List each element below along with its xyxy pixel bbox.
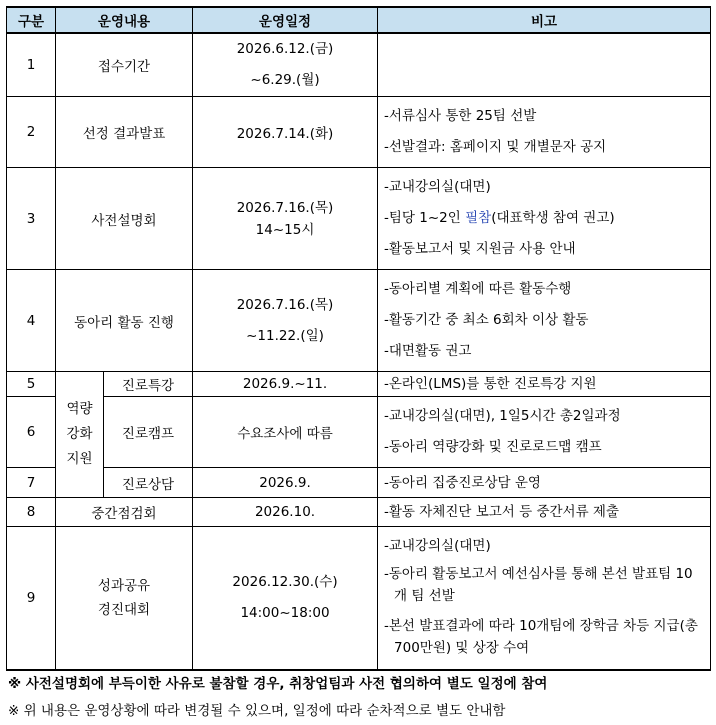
row-number: 1 (7, 33, 56, 97)
note-text: (대표학생 참여 권고) (491, 210, 615, 226)
header-category: 구분 (7, 7, 56, 33)
header-schedule: 운영일정 (193, 7, 378, 33)
row-schedule (193, 33, 378, 97)
header-content: 운영내용 (56, 7, 193, 33)
row-content: 사전설명회 (56, 168, 193, 270)
schedule-line: 14~15시 (255, 221, 315, 238)
schedule-line: 14:00~18:00 (240, 604, 330, 621)
schedule-line: 2026.12.30.(수) (232, 573, 338, 590)
row-schedule: 수요조사에 따름 (193, 397, 378, 468)
content-line: 경진대회 (97, 601, 151, 618)
content-line: 성과공유 (97, 577, 151, 594)
note-line: -동아리 역량강화 및 진로로드맵 캠프 (384, 439, 602, 455)
row-content: 진로상담 (104, 468, 193, 498)
row-content: 진로특강 (104, 372, 193, 397)
row-schedule: 2026.7.14.(화) (193, 97, 378, 168)
row-content (56, 527, 193, 670)
row-content: 접수기간 (56, 33, 193, 97)
row-schedule (193, 527, 378, 670)
note-line: -활동보고서 및 지원금 사용 안내 (384, 241, 576, 257)
table-row (7, 468, 711, 498)
note-line: -활동기간 중 최소 6회차 이상 활동 (384, 312, 589, 328)
row-content: 선정 결과발표 (56, 97, 193, 168)
note-line: -교내강의실(대면) (384, 537, 491, 554)
row-number: 6 (7, 397, 56, 468)
row-number: 9 (7, 527, 56, 670)
table-row (7, 397, 711, 468)
table-row (7, 270, 711, 372)
row-notes (378, 270, 711, 372)
row-number: 8 (7, 498, 56, 527)
note-highlight: 필참 (465, 210, 492, 226)
row-content: 중간점검회 (56, 498, 193, 527)
row-content: 진로캠프 (104, 397, 193, 468)
schedule-line: ~6.29.(월) (250, 72, 320, 88)
schedule-line: 2026.7.16.(목) (236, 296, 334, 313)
row-notes (378, 97, 711, 168)
note-line: -서류심사 통한 25팀 선발 (384, 108, 537, 124)
schedule-table (6, 6, 711, 671)
table-row (7, 97, 711, 168)
note-line: -교내강의실(대면) (384, 179, 491, 195)
header-notes: 비고 (378, 7, 711, 33)
note-line: -온라인(LMS)를 통한 진로특강 지원 (384, 376, 597, 392)
row-notes (378, 527, 711, 670)
schedule-line: 2026.7.16.(목) (236, 199, 334, 216)
group-label-line: 강화 (66, 426, 93, 442)
row-schedule: 2026.10. (193, 498, 378, 527)
row-schedule: 2026.9.~11. (193, 372, 378, 397)
row-notes (378, 33, 711, 97)
note-line: -선발결과: 홈페이지 및 개별문자 공지 (384, 139, 607, 155)
table-row (7, 372, 711, 397)
note-line: -동아리별 계획에 따른 활동수행 (384, 281, 572, 297)
note-line (384, 203, 704, 234)
note-text: -팀당 1~2인 (384, 210, 466, 226)
row-number: 4 (7, 270, 56, 372)
footnote-change-notice: ※ 위 내용은 운영상황에 따라 변경될 수 있으며, 일정에 따라 순차적으로 별도 안내함 (8, 702, 506, 719)
note-line: -동아리 활동보고서 예선심사를 통해 본선 발표팀 10개 팀 선발 (384, 565, 693, 604)
row-notes (378, 397, 711, 468)
schedule-line: 2026.6.12.(금) (236, 41, 334, 57)
row-number: 7 (7, 468, 56, 498)
row-notes (378, 498, 711, 527)
note-line: -교내강의실(대면), 1일5시간 총2일과정 (384, 408, 621, 424)
row-number: 2 (7, 97, 56, 168)
group-label (56, 372, 104, 498)
schedule-document (6, 6, 710, 725)
row-schedule (193, 270, 378, 372)
row-notes (378, 372, 711, 397)
row-schedule (193, 168, 378, 270)
row-schedule: 2026.9. (193, 468, 378, 498)
table-row (7, 168, 711, 270)
footnote-attendance: ※ 사전설명회에 부득이한 사유로 불참할 경우, 취창업팀과 사전 협의하여 별도 일정에 참여 (8, 675, 548, 692)
group-label-line: 지원 (66, 451, 93, 467)
row-notes (378, 168, 711, 270)
row-content: 동아리 활동 진행 (56, 270, 193, 372)
note-line: -대면활동 권고 (384, 343, 472, 359)
row-number: 3 (7, 168, 56, 270)
table-row (7, 498, 711, 527)
table-row (7, 527, 711, 670)
group-label-line: 역량 (66, 401, 93, 417)
note-line: -활동 자체진단 보고서 등 중간서류 제출 (384, 503, 619, 520)
schedule-line: ~11.22.(일) (246, 327, 324, 344)
row-number: 5 (7, 372, 56, 397)
note-line: -본선 발표결과에 따라 10개팀에 장학금 차등 지급(총 700만원) 및 상장 수여 (384, 617, 698, 656)
table-row (7, 33, 711, 97)
table-header-row (7, 7, 711, 33)
row-notes (378, 468, 711, 498)
note-line: -동아리 집중진로상담 운영 (384, 474, 541, 491)
